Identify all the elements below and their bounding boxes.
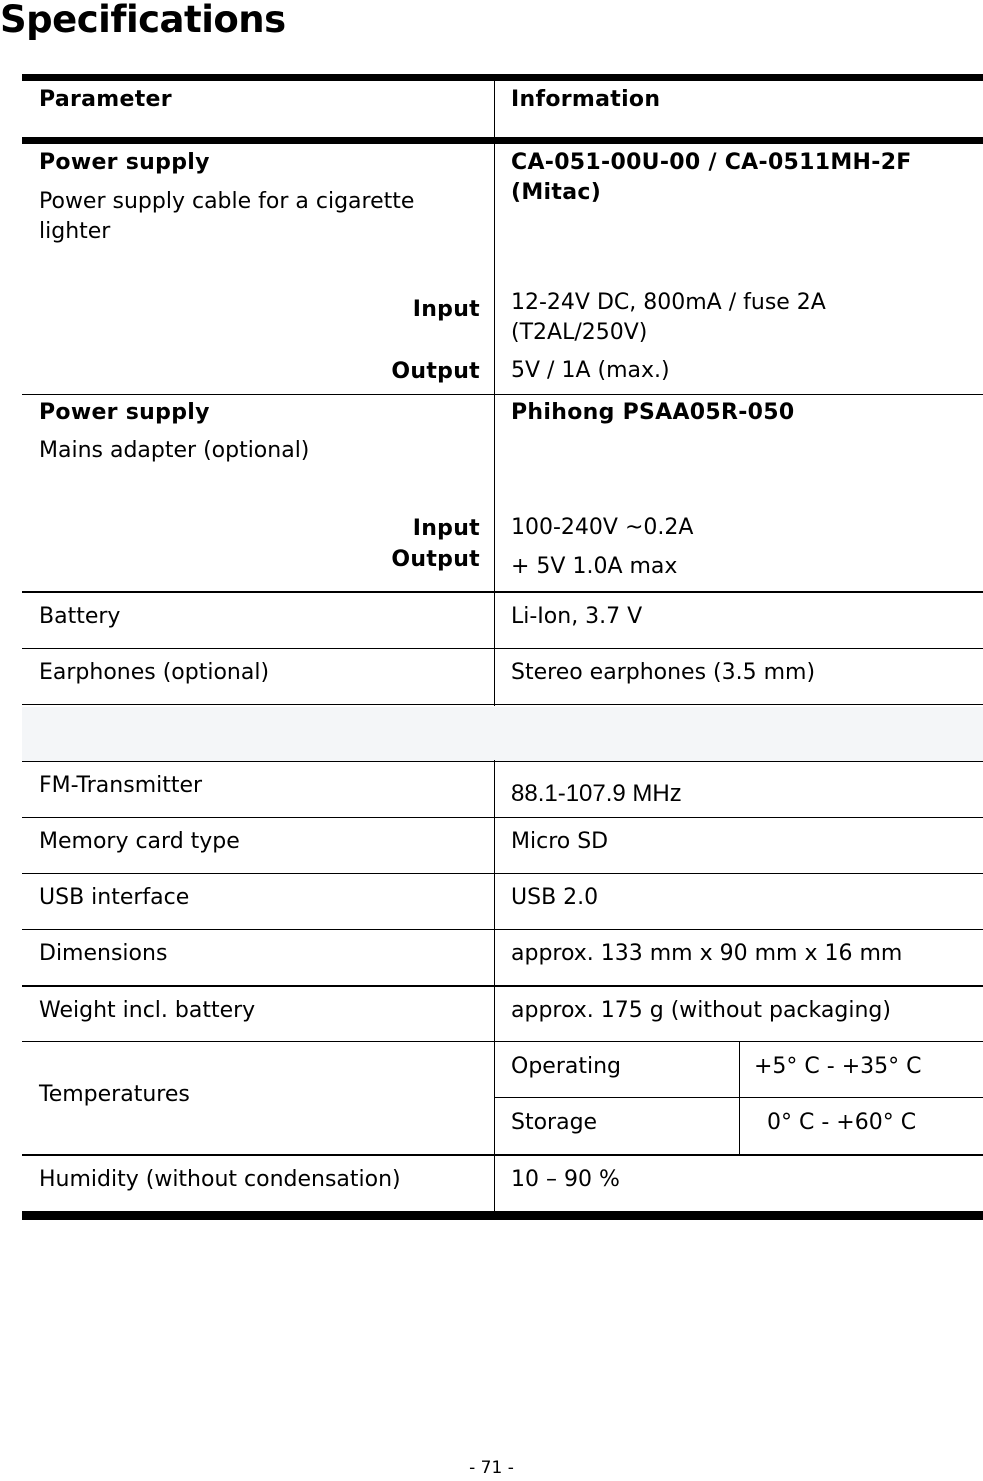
- earphones-value: Stereo earphones (3.5 mm): [511, 660, 816, 685]
- temperatures-label: Temperatures: [39, 1082, 190, 1107]
- humidity-value: 10 – 90 %: [511, 1167, 620, 1192]
- temperatures-column-divider: [739, 1042, 740, 1154]
- power-car-input-label: Input: [412, 297, 480, 322]
- power-car-label: Power supply: [39, 150, 210, 175]
- power-mains-input-label: Input: [412, 516, 480, 541]
- row-divider: [22, 817, 983, 818]
- power-car-model: CA-051-00U-00 / CA-0511MH-2F (Mitac): [511, 150, 912, 205]
- header-information: Information: [511, 87, 661, 112]
- row-divider: [22, 591, 983, 593]
- power-mains-output-label: Output: [391, 547, 480, 572]
- temperatures-operating-value: +5° C - +35° C: [754, 1054, 922, 1079]
- fm-transmitter-value: 88.1-107.9 MHz: [511, 780, 682, 807]
- column-divider: [494, 760, 495, 1211]
- temperatures-storage-label: Storage: [511, 1110, 598, 1135]
- usb-interface-value: USB 2.0: [511, 885, 599, 910]
- battery-value: Li-Ion, 3.7 V: [511, 604, 643, 629]
- row-divider: [22, 985, 983, 987]
- humidity-label: Humidity (without condensation): [39, 1167, 401, 1192]
- column-divider: [494, 81, 495, 706]
- temperatures-operating-label: Operating: [511, 1054, 621, 1079]
- power-mains-description: Mains adapter (optional): [39, 438, 310, 463]
- earphones-label: Earphones (optional): [39, 660, 270, 685]
- row-divider: [22, 1041, 983, 1042]
- header-bottom-rule: [22, 137, 983, 144]
- power-mains-output-value: + 5V 1.0A max: [511, 554, 678, 579]
- weight-label: Weight incl. battery: [39, 998, 256, 1023]
- memory-card-label: Memory card type: [39, 829, 240, 854]
- power-car-description: Power supply cable for a cigarette lighter: [39, 189, 415, 244]
- power-car-output-label: Output: [391, 359, 480, 384]
- row-divider: [22, 1154, 983, 1156]
- dimensions-label: Dimensions: [39, 941, 168, 966]
- row-divider: [22, 704, 983, 705]
- fm-transmitter-label: FM-Transmitter: [39, 773, 203, 798]
- power-mains-label: Power supply: [39, 400, 210, 425]
- row-divider: [22, 394, 983, 395]
- row-divider: [22, 929, 983, 930]
- spec-table: [22, 74, 983, 1220]
- header-parameter: Parameter: [39, 87, 172, 112]
- power-mains-input-value: 100-240V ~0.2A: [511, 515, 694, 540]
- battery-label: Battery: [39, 604, 121, 629]
- page-title: Specifications: [0, 0, 286, 41]
- power-mains-model: Phihong PSAA05R-050: [511, 400, 795, 425]
- usb-interface-label: USB interface: [39, 885, 190, 910]
- dimensions-value: approx. 133 mm x 90 mm x 16 mm: [511, 941, 903, 966]
- row-divider: [22, 648, 983, 649]
- table-top-rule: [22, 74, 983, 81]
- temperatures-storage-value: 0° C - +60° C: [767, 1110, 917, 1135]
- row-divider: [22, 873, 983, 874]
- table-bottom-rule: [22, 1211, 983, 1220]
- page-number: - 71 -: [469, 1458, 514, 1478]
- row-divider: [22, 761, 983, 762]
- power-car-output-value: 5V / 1A (max.): [511, 358, 670, 383]
- empty-row: [22, 707, 983, 761]
- weight-value: approx. 175 g (without packaging): [511, 998, 891, 1023]
- power-car-input-value: 12-24V DC, 800mA / fuse 2A (T2AL/250V): [511, 290, 826, 345]
- memory-card-value: Micro SD: [511, 829, 609, 854]
